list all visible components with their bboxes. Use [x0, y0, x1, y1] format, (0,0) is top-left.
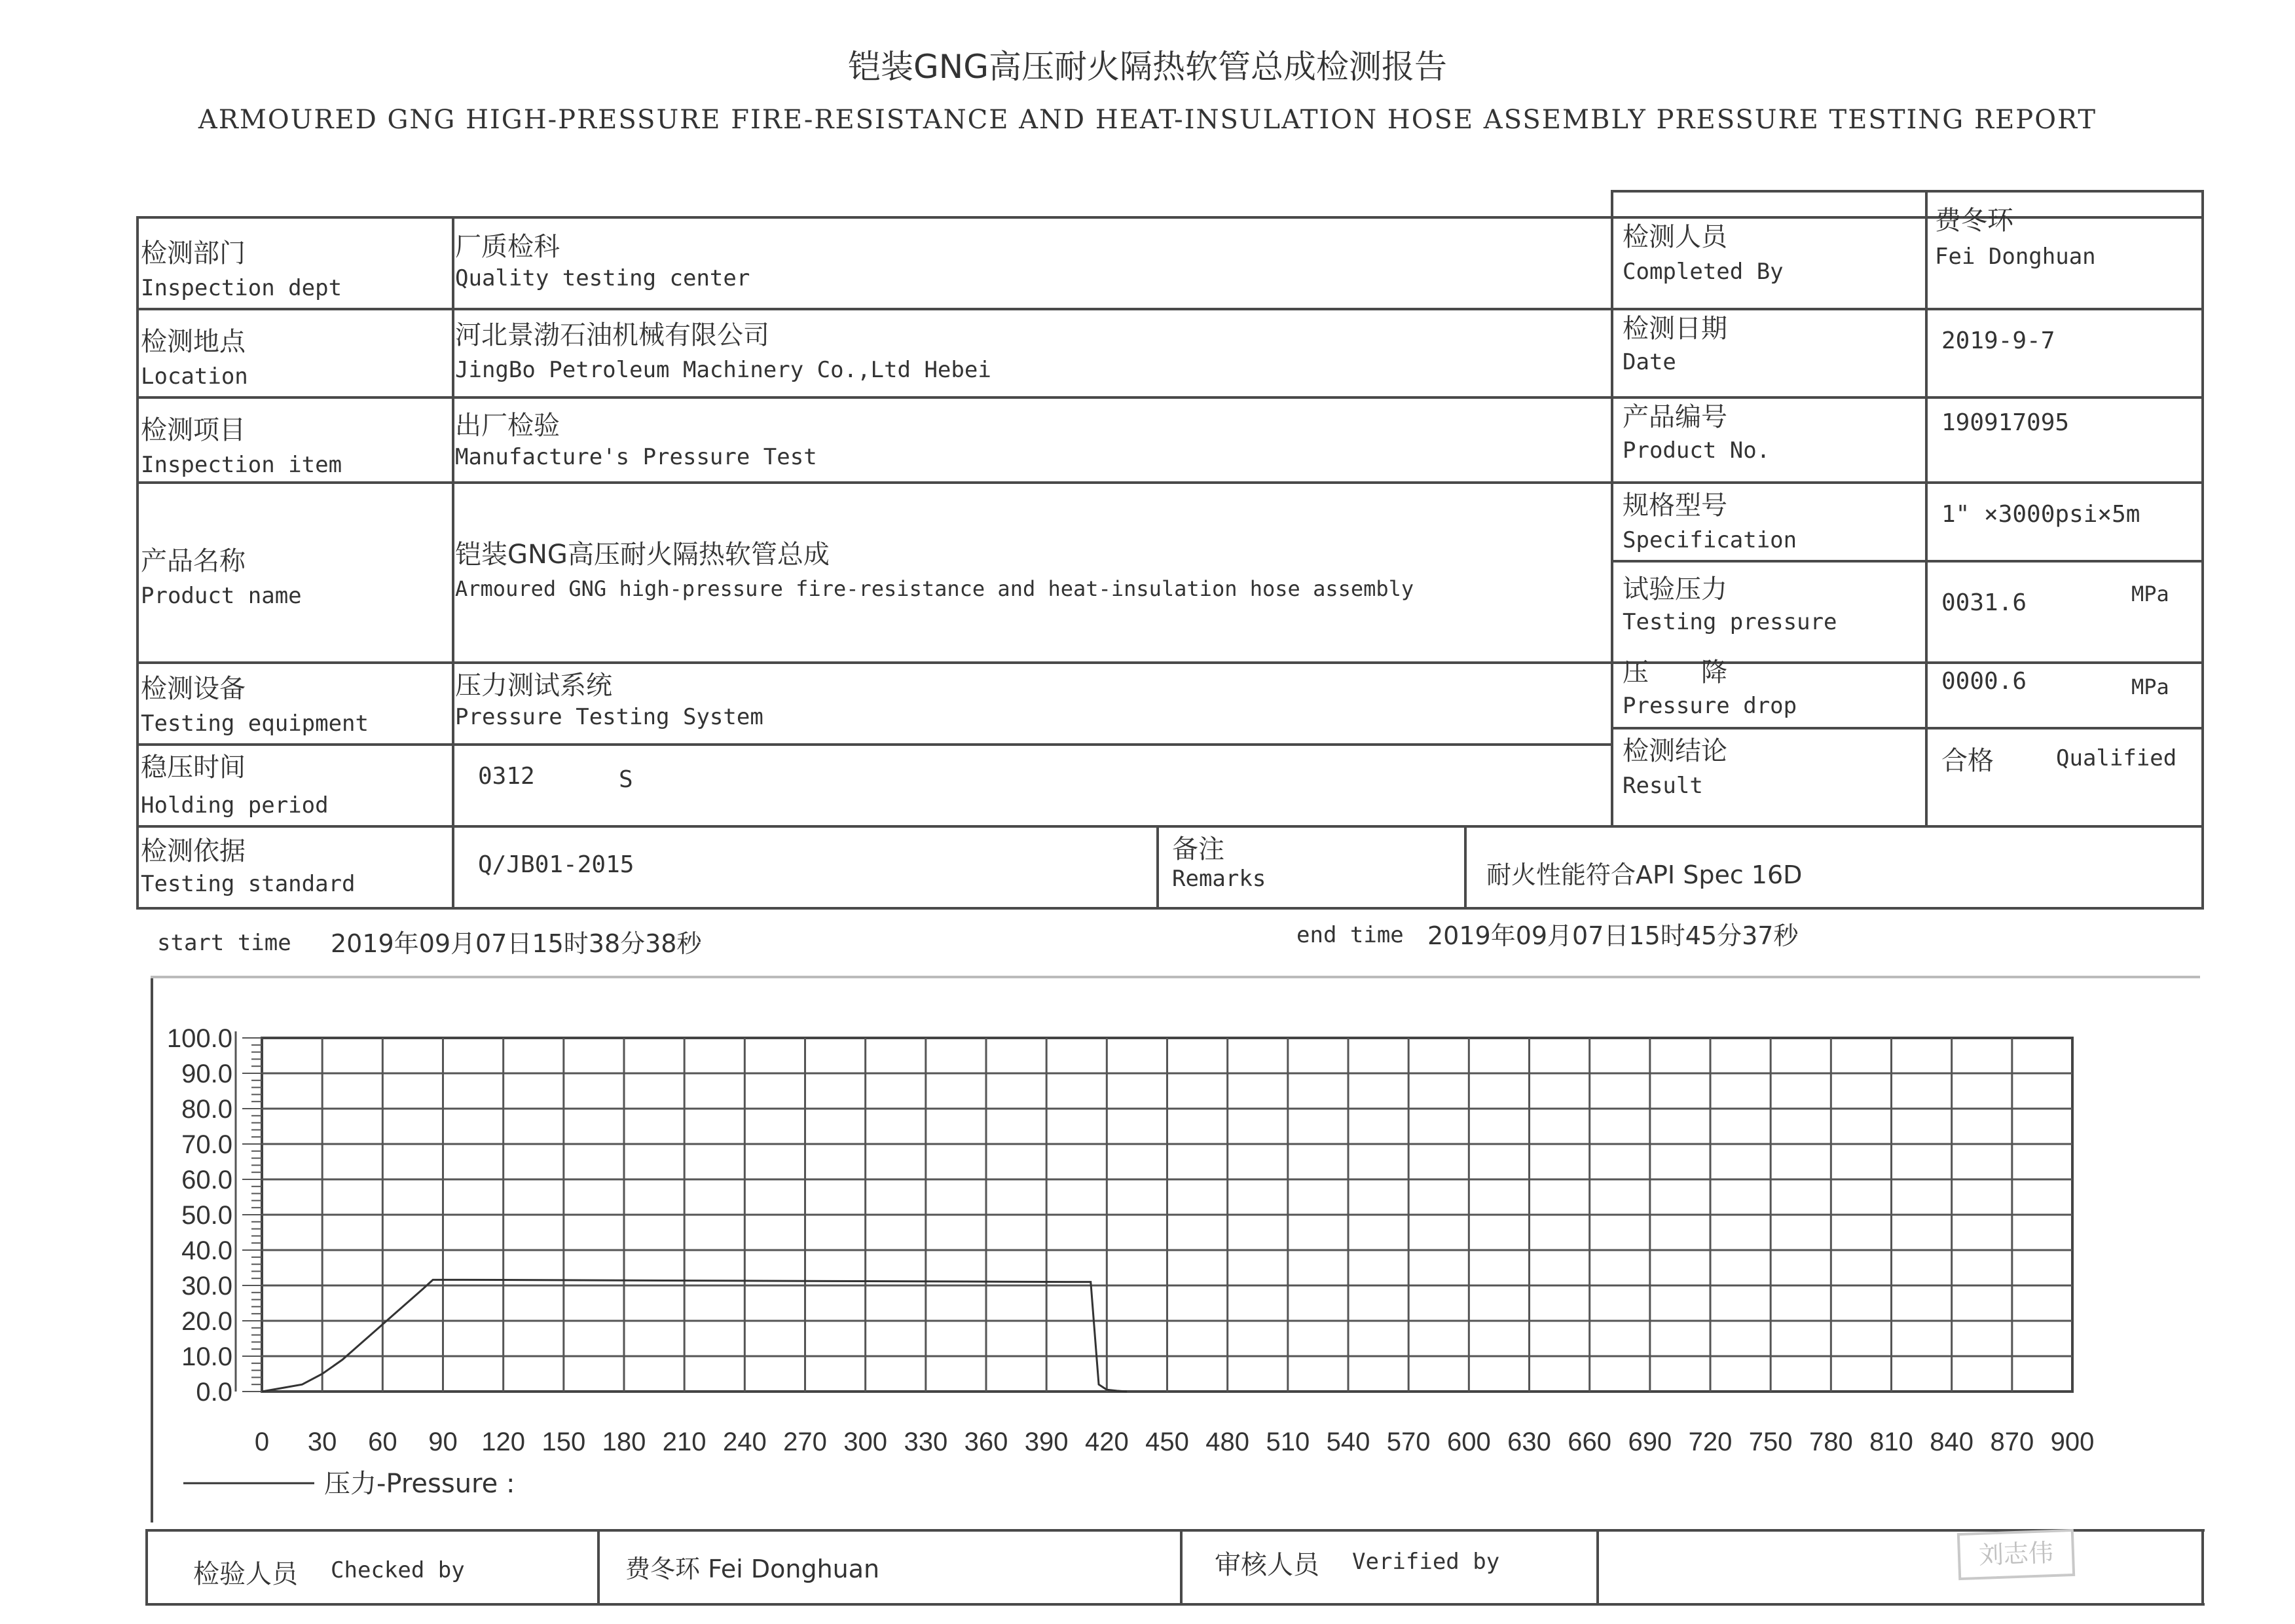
result-value-en: Qualified — [2056, 745, 2177, 771]
product-no-value: 190917095 — [1941, 409, 2070, 436]
remarks-label-en: Remarks — [1172, 866, 1266, 892]
inspection-item-label: 检测项目 — [141, 415, 246, 445]
product-name-label-en: Product name — [141, 583, 302, 609]
x-tick-label: 510 — [1266, 1428, 1310, 1456]
report-title-cn: 铠装GNG高压耐火隔热软管总成检测报告 — [848, 48, 1447, 86]
y-tick-label: 0.0 — [196, 1378, 232, 1407]
start-time-label: start time — [157, 930, 291, 956]
holding-period-label: 稳压时间 — [141, 752, 246, 783]
testing-equipment-value-en: Pressure Testing System — [455, 704, 763, 730]
inspection-item-label-en: Inspection item — [141, 452, 342, 478]
product-name-label: 产品名称 — [141, 546, 246, 576]
y-tick-label: 70.0 — [181, 1130, 232, 1159]
x-tick-label: 750 — [1748, 1428, 1793, 1456]
product-name-value-en: Armoured GNG high-pressure fire-resistance and heat-insulation hose assembly — [455, 576, 1414, 601]
x-tick-label: 90 — [428, 1428, 458, 1456]
x-tick-label: 840 — [1930, 1428, 1974, 1456]
specification-label-en: Specification — [1623, 527, 1797, 553]
x-tick-label: 480 — [1205, 1428, 1250, 1456]
inspection-dept-label: 检测部门 — [141, 238, 246, 268]
x-tick-label: 0 — [254, 1428, 270, 1456]
pressure-series-line — [262, 1280, 1127, 1392]
pressure-drop-value: 0000.6 — [1941, 668, 2027, 695]
testing-pressure-label-en: Testing pressure — [1623, 609, 1837, 635]
x-tick-label: 870 — [1990, 1428, 2034, 1456]
inspection-dept-label-en: Inspection dept — [141, 275, 342, 301]
testing-standard-value: Q/JB01-2015 — [478, 851, 634, 878]
testing-pressure-label: 试验压力 — [1623, 574, 1727, 604]
result-label: 检测结论 — [1623, 736, 1727, 766]
legend-label: 压力-Pressure : — [324, 1469, 515, 1499]
y-tick-label: 30.0 — [181, 1272, 232, 1301]
location-label: 检测地点 — [141, 327, 246, 357]
y-tick-label: 100.0 — [166, 1024, 232, 1053]
x-tick-label: 570 — [1386, 1428, 1431, 1456]
report-title-en: ARMOURED GNG HIGH-PRESSURE FIRE-RESISTANCE AND HEAT-INSULATION HOSE ASSEMBLY PRESSURE TESTING REPORT — [198, 105, 2097, 135]
result-value: 合格 — [1941, 746, 1994, 776]
x-tick-label: 330 — [904, 1428, 948, 1456]
completed-by-value: 费冬环 — [1935, 206, 2013, 236]
testing-equipment-label: 检测设备 — [141, 674, 246, 704]
date-label-en: Date — [1623, 349, 1676, 375]
footer-border-bottom — [145, 1603, 2205, 1606]
testing-pressure-unit: MPa — [2131, 581, 2169, 606]
x-tick-label: 450 — [1145, 1428, 1189, 1456]
x-tick-label: 720 — [1688, 1428, 1733, 1456]
y-tick-label: 60.0 — [181, 1166, 232, 1194]
holding-period-value: 0312 — [478, 763, 535, 790]
x-tick-label: 150 — [542, 1428, 586, 1456]
checked-by-value: 费冬环 Fei Donghuan — [625, 1555, 880, 1583]
x-tick-label: 390 — [1024, 1428, 1069, 1456]
end-time-value: 2019年09月07日15时45分37秒 — [1427, 921, 1799, 950]
x-tick-label: 780 — [1808, 1428, 1853, 1456]
x-tick-label: 60 — [368, 1428, 397, 1456]
testing-equipment-label-en: Testing equipment — [141, 710, 369, 737]
testing-standard-label: 检测依据 — [141, 836, 246, 866]
inspection-item-value: 出厂检验 — [455, 411, 560, 441]
specification-label: 规格型号 — [1623, 490, 1727, 521]
footer-col-divider — [1596, 1529, 1599, 1606]
footer-border-left — [145, 1529, 148, 1606]
x-tick-label: 900 — [2050, 1428, 2095, 1456]
x-tick-label: 120 — [481, 1428, 526, 1456]
verifier-stamp: 刘志伟 — [1957, 1529, 2075, 1580]
testing-equipment-value: 压力测试系统 — [455, 671, 612, 701]
checked-by-label: 检验人员 — [193, 1559, 298, 1589]
x-tick-label: 420 — [1084, 1428, 1129, 1456]
end-time-label: end time — [1296, 922, 1404, 948]
remarks-value: 耐火性能符合API Spec 16D — [1486, 860, 1803, 889]
holding-period-unit: S — [619, 766, 633, 793]
product-no-label: 产品编号 — [1623, 402, 1727, 432]
specification-value: 1" ×3000psi×5m — [1941, 501, 2140, 528]
footer-border-right — [2201, 1529, 2204, 1606]
inspection-dept-value: 厂质检科 — [455, 232, 560, 262]
inspection-item-value-en: Manufacture's Pressure Test — [455, 444, 817, 470]
footer-border-top — [145, 1529, 2205, 1532]
pressure-drop-label: 压 降 — [1623, 657, 1727, 688]
location-label-en: Location — [141, 363, 248, 390]
x-tick-label: 210 — [662, 1428, 707, 1456]
verified-by-label: 审核人员 — [1215, 1550, 1319, 1580]
product-name-value: 铠装GNG高压耐火隔热软管总成 — [455, 540, 830, 570]
footer-col-divider — [597, 1529, 600, 1606]
remarks-label: 备注 — [1172, 834, 1224, 864]
checked-by-label-en: Checked by — [331, 1557, 465, 1583]
completed-by-label: 检测人员 — [1623, 222, 1727, 252]
x-tick-label: 600 — [1446, 1428, 1491, 1456]
footer-col-divider — [1180, 1529, 1183, 1606]
y-tick-label: 80.0 — [181, 1095, 232, 1124]
date-value: 2019-9-7 — [1941, 327, 2055, 354]
location-value: 河北景渤石油机械有限公司 — [455, 320, 769, 350]
result-label-en: Result — [1623, 773, 1703, 799]
x-tick-label: 30 — [307, 1428, 337, 1456]
verified-by-label-en: Verified by — [1352, 1549, 1500, 1575]
inspection-dept-value-en: Quality testing center — [455, 265, 750, 291]
pressure-drop-unit: MPa — [2131, 674, 2169, 699]
completed-by-value-en: Fei Donghuan — [1935, 244, 2096, 270]
product-no-label-en: Product No. — [1623, 437, 1771, 464]
start-time-value: 2019年09月07日15时38分38秒 — [331, 929, 702, 958]
holding-period-label-en: Holding period — [141, 792, 329, 819]
x-tick-label: 540 — [1326, 1428, 1370, 1456]
x-tick-label: 630 — [1507, 1428, 1551, 1456]
testing-pressure-value: 0031.6 — [1941, 589, 2027, 616]
testing-standard-label-en: Testing standard — [141, 871, 356, 897]
x-tick-label: 810 — [1869, 1428, 1913, 1456]
y-tick-label: 20.0 — [181, 1307, 232, 1336]
x-tick-label: 690 — [1628, 1428, 1672, 1456]
location-value-en: JingBo Petroleum Machinery Co.,Ltd Hebei — [455, 357, 991, 383]
y-tick-label: 10.0 — [181, 1342, 232, 1371]
x-tick-label: 660 — [1568, 1428, 1612, 1456]
date-label: 检测日期 — [1623, 314, 1727, 344]
completed-by-label-en: Completed By — [1623, 259, 1784, 285]
y-tick-label: 40.0 — [181, 1236, 232, 1265]
y-tick-label: 50.0 — [181, 1201, 232, 1230]
x-tick-label: 360 — [964, 1428, 1008, 1456]
x-tick-label: 270 — [783, 1428, 827, 1456]
x-tick-label: 180 — [602, 1428, 646, 1456]
y-tick-label: 90.0 — [181, 1060, 232, 1088]
x-tick-label: 300 — [843, 1428, 888, 1456]
x-tick-label: 240 — [722, 1428, 767, 1456]
pressure-drop-label-en: Pressure drop — [1623, 693, 1797, 719]
